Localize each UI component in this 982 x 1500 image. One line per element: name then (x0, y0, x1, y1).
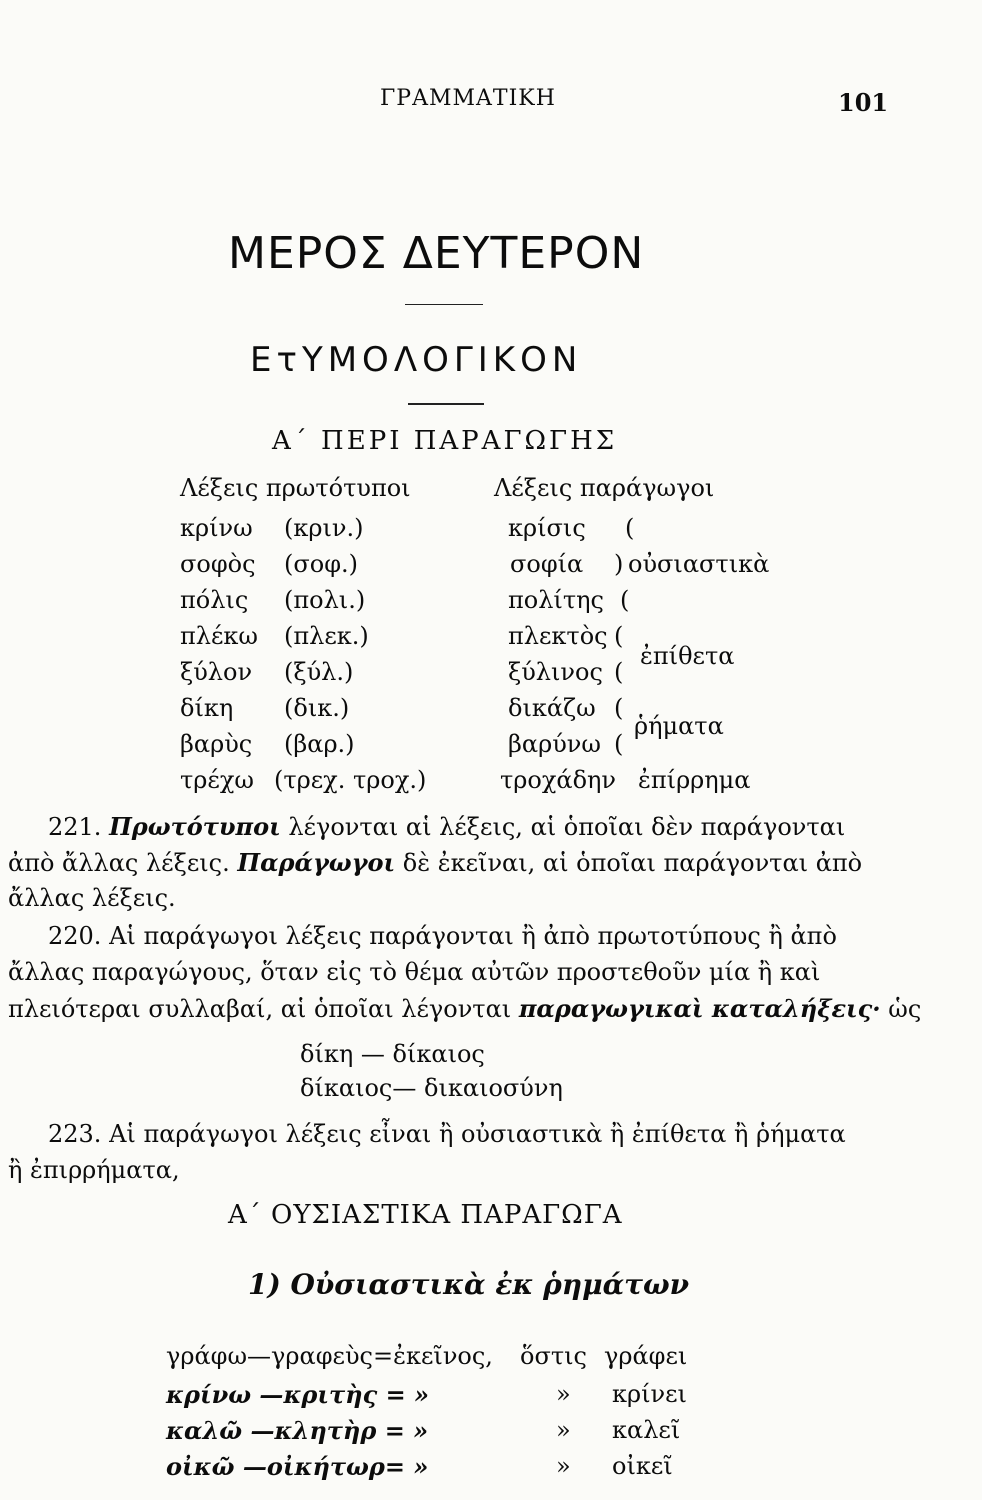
paragraph-number: 223. (48, 1120, 102, 1148)
right-column-header: Λέξεις παράγωγοι (494, 474, 715, 502)
paragraph-220-line2: ἄλλας παραγώγους, ὅταν εἰς τὸ θέμα αὐτῶν προστεθοῦν μία ἢ καὶ (8, 958, 821, 986)
table-row-derived: ξύλινος (508, 658, 603, 686)
relative-pronoun: ὅστις (520, 1342, 587, 1370)
paragraph-221-line1 (48, 812, 845, 841)
table-row-word: πλέκω (180, 622, 258, 650)
paragraph-220-line3 (8, 994, 921, 1023)
paragraph-220-line1 (48, 922, 837, 950)
action: κρίνει (612, 1380, 687, 1408)
label-nouns: οὐσιαστικὰ (628, 550, 770, 578)
label-verbs: ῥήματα (634, 712, 724, 740)
noun: κριτὴς (283, 1380, 378, 1409)
table-row-mark: ( (614, 658, 624, 686)
table-row-stem: (πλεκ.) (284, 622, 369, 650)
example-2: δίκαιος— δικαιοσύνη (300, 1074, 563, 1102)
text: δὲ ἐκεῖναι, αἱ ὁποῖαι παράγονται ἀπὸ (402, 849, 863, 877)
paragraph-223-line2: ἢ ἐπιρρήματα, (8, 1156, 180, 1184)
table-row-mark: ( (614, 694, 624, 722)
text: ἀπὸ ἄλλας λέξεις. (8, 849, 230, 877)
list-item: κρίνω —κριτὴς = » (166, 1380, 430, 1409)
noun: κλητὴρ (274, 1416, 377, 1445)
list-item: γράφω—γραφεὺς=ἐκεῖνος, (166, 1342, 493, 1370)
definition: =ἐκεῖνος, (372, 1342, 493, 1370)
verb: καλῶ (166, 1416, 243, 1445)
table-row-derived: πολίτης (508, 586, 604, 614)
table-row-derived: τροχάδην (500, 766, 617, 794)
left-column-header: Λέξεις πρωτότυποι (180, 474, 411, 502)
heading-nouns-derived: Α΄ ΟΥΣΙΑΣΤΙΚΑ ΠΑΡΑΓΩΓΑ (228, 1200, 623, 1230)
divider (405, 304, 483, 305)
action: καλεῖ (612, 1416, 681, 1444)
table-row-word: ξύλον (180, 658, 253, 686)
table-row-mark: ( (625, 514, 635, 542)
table-row-stem: (σοφ.) (284, 550, 358, 578)
table-row-stem: (ξύλ.) (284, 658, 354, 686)
table-row-mark: ( (614, 730, 624, 758)
section-title: ΕτΥΜΟΛΟΓΙΚΟΝ (250, 340, 583, 380)
definition: = » (384, 1452, 429, 1481)
table-row-word: σοφὸς (180, 550, 256, 578)
paragraph-221-line3: ἄλλας λέξεις. (8, 884, 176, 912)
example-1: δίκη — δίκαιος (300, 1040, 485, 1068)
paragraph-number: 221. (48, 813, 102, 841)
list-item: οἰκῶ —οἰκήτωρ= » (166, 1452, 429, 1481)
action: οἰκεῖ (612, 1452, 673, 1480)
text: πλειότεραι συλλαβαί, αἱ ὁποῖαι λέγονται (8, 995, 512, 1023)
page-number: 101 (838, 88, 889, 117)
verb: γράφω (166, 1342, 248, 1370)
table-row-derived: βαρύνω (508, 730, 601, 758)
verb: οἰκῶ (166, 1452, 235, 1481)
divider (408, 403, 484, 405)
table-row-mark: ( (620, 586, 630, 614)
definition: = » (385, 1380, 430, 1409)
table-row-derived: κρίσις (508, 514, 586, 542)
ditto-mark: » (556, 1380, 571, 1408)
text: ὡς (888, 995, 922, 1023)
list-item: καλῶ —κλητὴρ = » (166, 1416, 429, 1445)
paragraph-221-line2 (8, 848, 862, 877)
label-adjectives: ἐπίθετα (640, 642, 735, 670)
table-row-derived: δικάζω (508, 694, 596, 722)
text: λέγονται αἱ λέξεις, αἱ ὁποῖαι δὲν παράγονται (288, 813, 846, 841)
paragraph-number: 220. (48, 922, 102, 950)
term-derived: Παράγωγοι (237, 848, 396, 877)
table-row-derived: σοφία (510, 550, 584, 578)
table-row-stem: (τρεχ. τροχ.) (274, 766, 427, 794)
definition: = » (384, 1416, 429, 1445)
table-row-mark: ) (614, 550, 624, 578)
text: Αἱ παράγωγοι λέξεις εἶναι ἢ οὐσιαστικὰ ἢ ἐπίθετα ἢ ῥήματα (109, 1120, 846, 1148)
noun: γραφεὺς (271, 1342, 373, 1370)
table-row-word: βαρὺς (180, 730, 253, 758)
table-row-word: κρίνω (180, 514, 253, 542)
paragraph-223-line1 (48, 1120, 846, 1148)
label-adverb: ἐπίρρημα (638, 766, 751, 794)
verb: κρίνω (166, 1380, 252, 1409)
table-row-stem: (πολι.) (284, 586, 366, 614)
table-row-word: πόλις (180, 586, 249, 614)
running-header: ΓΡΑΜΜΑΤΙΚΗ (380, 86, 556, 111)
action: γράφει (604, 1342, 688, 1370)
noun: οἰκήτωρ (266, 1452, 385, 1481)
table-row-stem: (κριν.) (284, 514, 364, 542)
table-row-mark: ( (614, 622, 624, 650)
ditto-mark: » (556, 1416, 571, 1444)
term-suffixes: παραγωγικαὶ καταλήξεις· (518, 994, 881, 1023)
subsection-title: Α΄ ΠΕΡΙ ΠΑΡΑΓΩΓΗΣ (272, 426, 618, 456)
ditto-mark: » (556, 1452, 571, 1480)
table-row-stem: (δικ.) (284, 694, 350, 722)
table-row-derived: πλεκτὸς (508, 622, 608, 650)
heading-nouns-from-verbs: 1) Οὐσιαστικὰ ἐκ ῥημάτων (248, 1268, 690, 1301)
table-row-word: δίκη (180, 694, 234, 722)
table-row-word: τρέχω (180, 766, 254, 794)
part-title: ΜΕΡΟΣ ΔΕΥΤΕΡΟΝ (228, 228, 645, 279)
term-primary: Πρωτότυποι (109, 812, 281, 841)
text: Αἱ παράγωγοι λέξεις παράγονται ἢ ἀπὸ πρωτοτύπους ἢ ἀπὸ (109, 922, 837, 950)
table-row-stem: (βαρ.) (284, 730, 355, 758)
